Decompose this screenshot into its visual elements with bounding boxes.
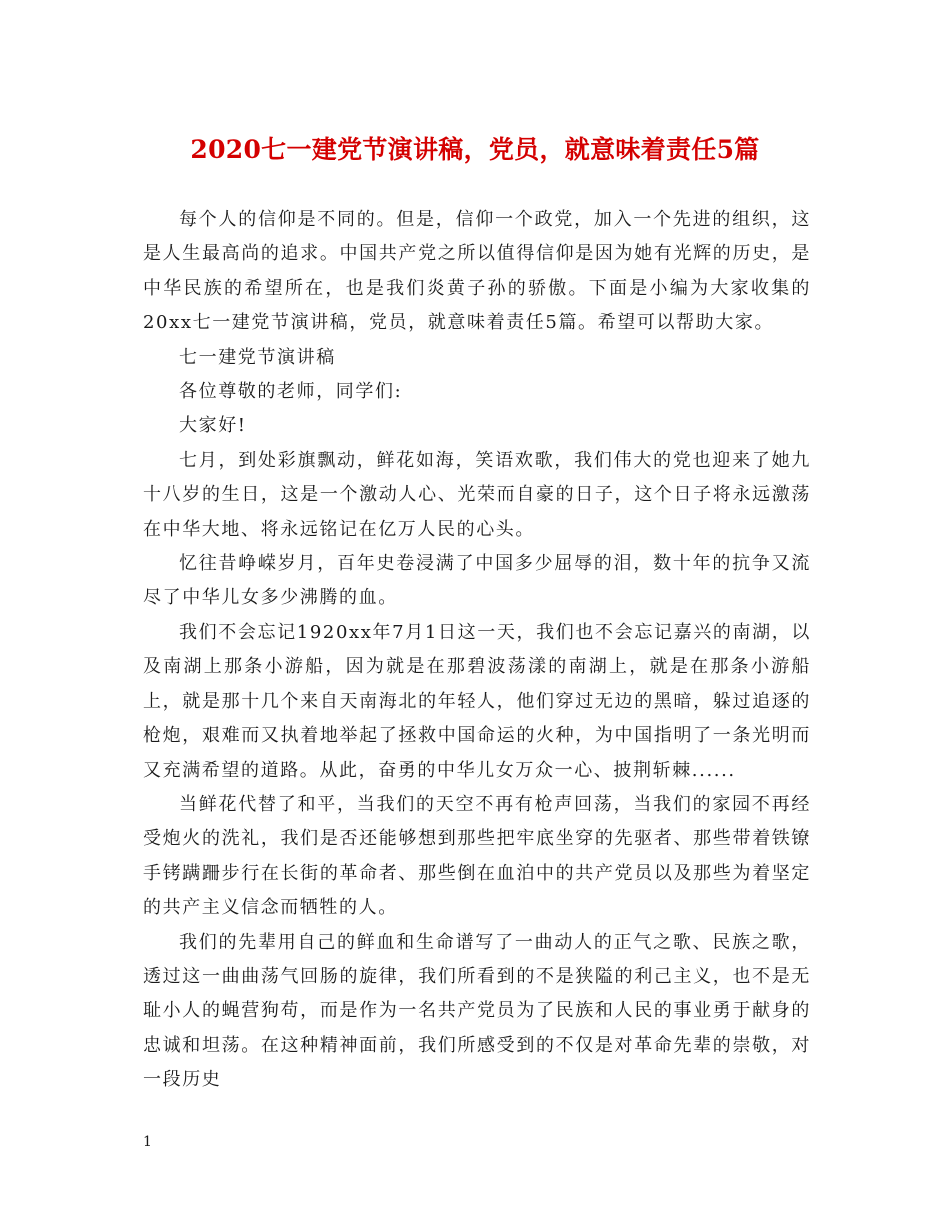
greeting: 大家好! (179, 415, 247, 437)
body-paragraph: 当鲜花代替了和平，当我们的天空不再有枪声回荡，当我们的家园不再经受炮火的洗礼，我们是否还能够想到那些把牢底坐穿的先驱者、那些带着铁镣手铐蹒跚步行在长街的革命者、那些倒在血泊中的共产党员以及那些为着坚定的共产主义信念而牺牲的人。 (143, 793, 811, 919)
body-paragraph: 忆往昔峥嵘岁月，百年史卷浸满了中国多少屈辱的泪，数十年的抗争又流尽了中华儿女多少沸腾的血。 (143, 553, 811, 609)
body-paragraph: 我们的先辈用自己的鲜血和生命谱写了一曲动人的正气之歌、民族之歌，透过这一曲曲荡气回肠的旋律，我们所看到的不是狭隘的利己主义，也不是无耻小人的蝇营狗苟，而是作为一名共产党员为了民族和人民的事业勇于献身的忠诚和坦荡。在这种精神面前，我们所感受到的不仅是对革命先辈的崇敬，对一段历史 (143, 931, 811, 1091)
section-heading: 七一建党节演讲稿 (179, 346, 336, 368)
body-paragraph: 七月，到处彩旗飘动，鲜花如海，笑语欢歌，我们伟大的党也迎来了她九十八岁的生日，这是一个激动人心、光荣而自豪的日子，这个日子将永远激荡在中华大地、将永远铭记在亿万人民的心头。 (143, 449, 811, 540)
page-number: 1 (143, 1134, 152, 1150)
body-paragraph: 我们不会忘记1920xx年7月1日这一天，我们也不会忘记嘉兴的南湖，以及南湖上那条小游船，因为就是在那碧波荡漾的南湖上，就是在那条小游船上，就是那十几个来自天南海北的年轻人，他们穿过无边的黑暗，躲过追逐的枪炮，艰难而又执着地举起了拯救中国命运的火种，为中国指明了一条光明而又充满希望的道路。从此，奋勇的中华儿女万众一心、披荆斩棘...... (143, 621, 811, 781)
document-title: 2020七一建党节演讲稿，党员，就意味着责任5篇 (190, 135, 760, 164)
document-body (143, 203, 811, 1098)
salutation: 各位尊敬的老师，同学们: (179, 381, 403, 403)
intro-paragraph: 每个人的信仰是不同的。但是，信仰一个政党，加入一个先进的组织，这是人生最高尚的追求。中国共产党之所以值得信仰是因为她有光辉的历史，是中华民族的希望所在，也是我们炎黄子孙的骄傲。下面是小编为大家收集的20xx七一建党节演讲稿，党员，就意味着责任5篇。希望可以帮助大家。 (143, 209, 811, 334)
